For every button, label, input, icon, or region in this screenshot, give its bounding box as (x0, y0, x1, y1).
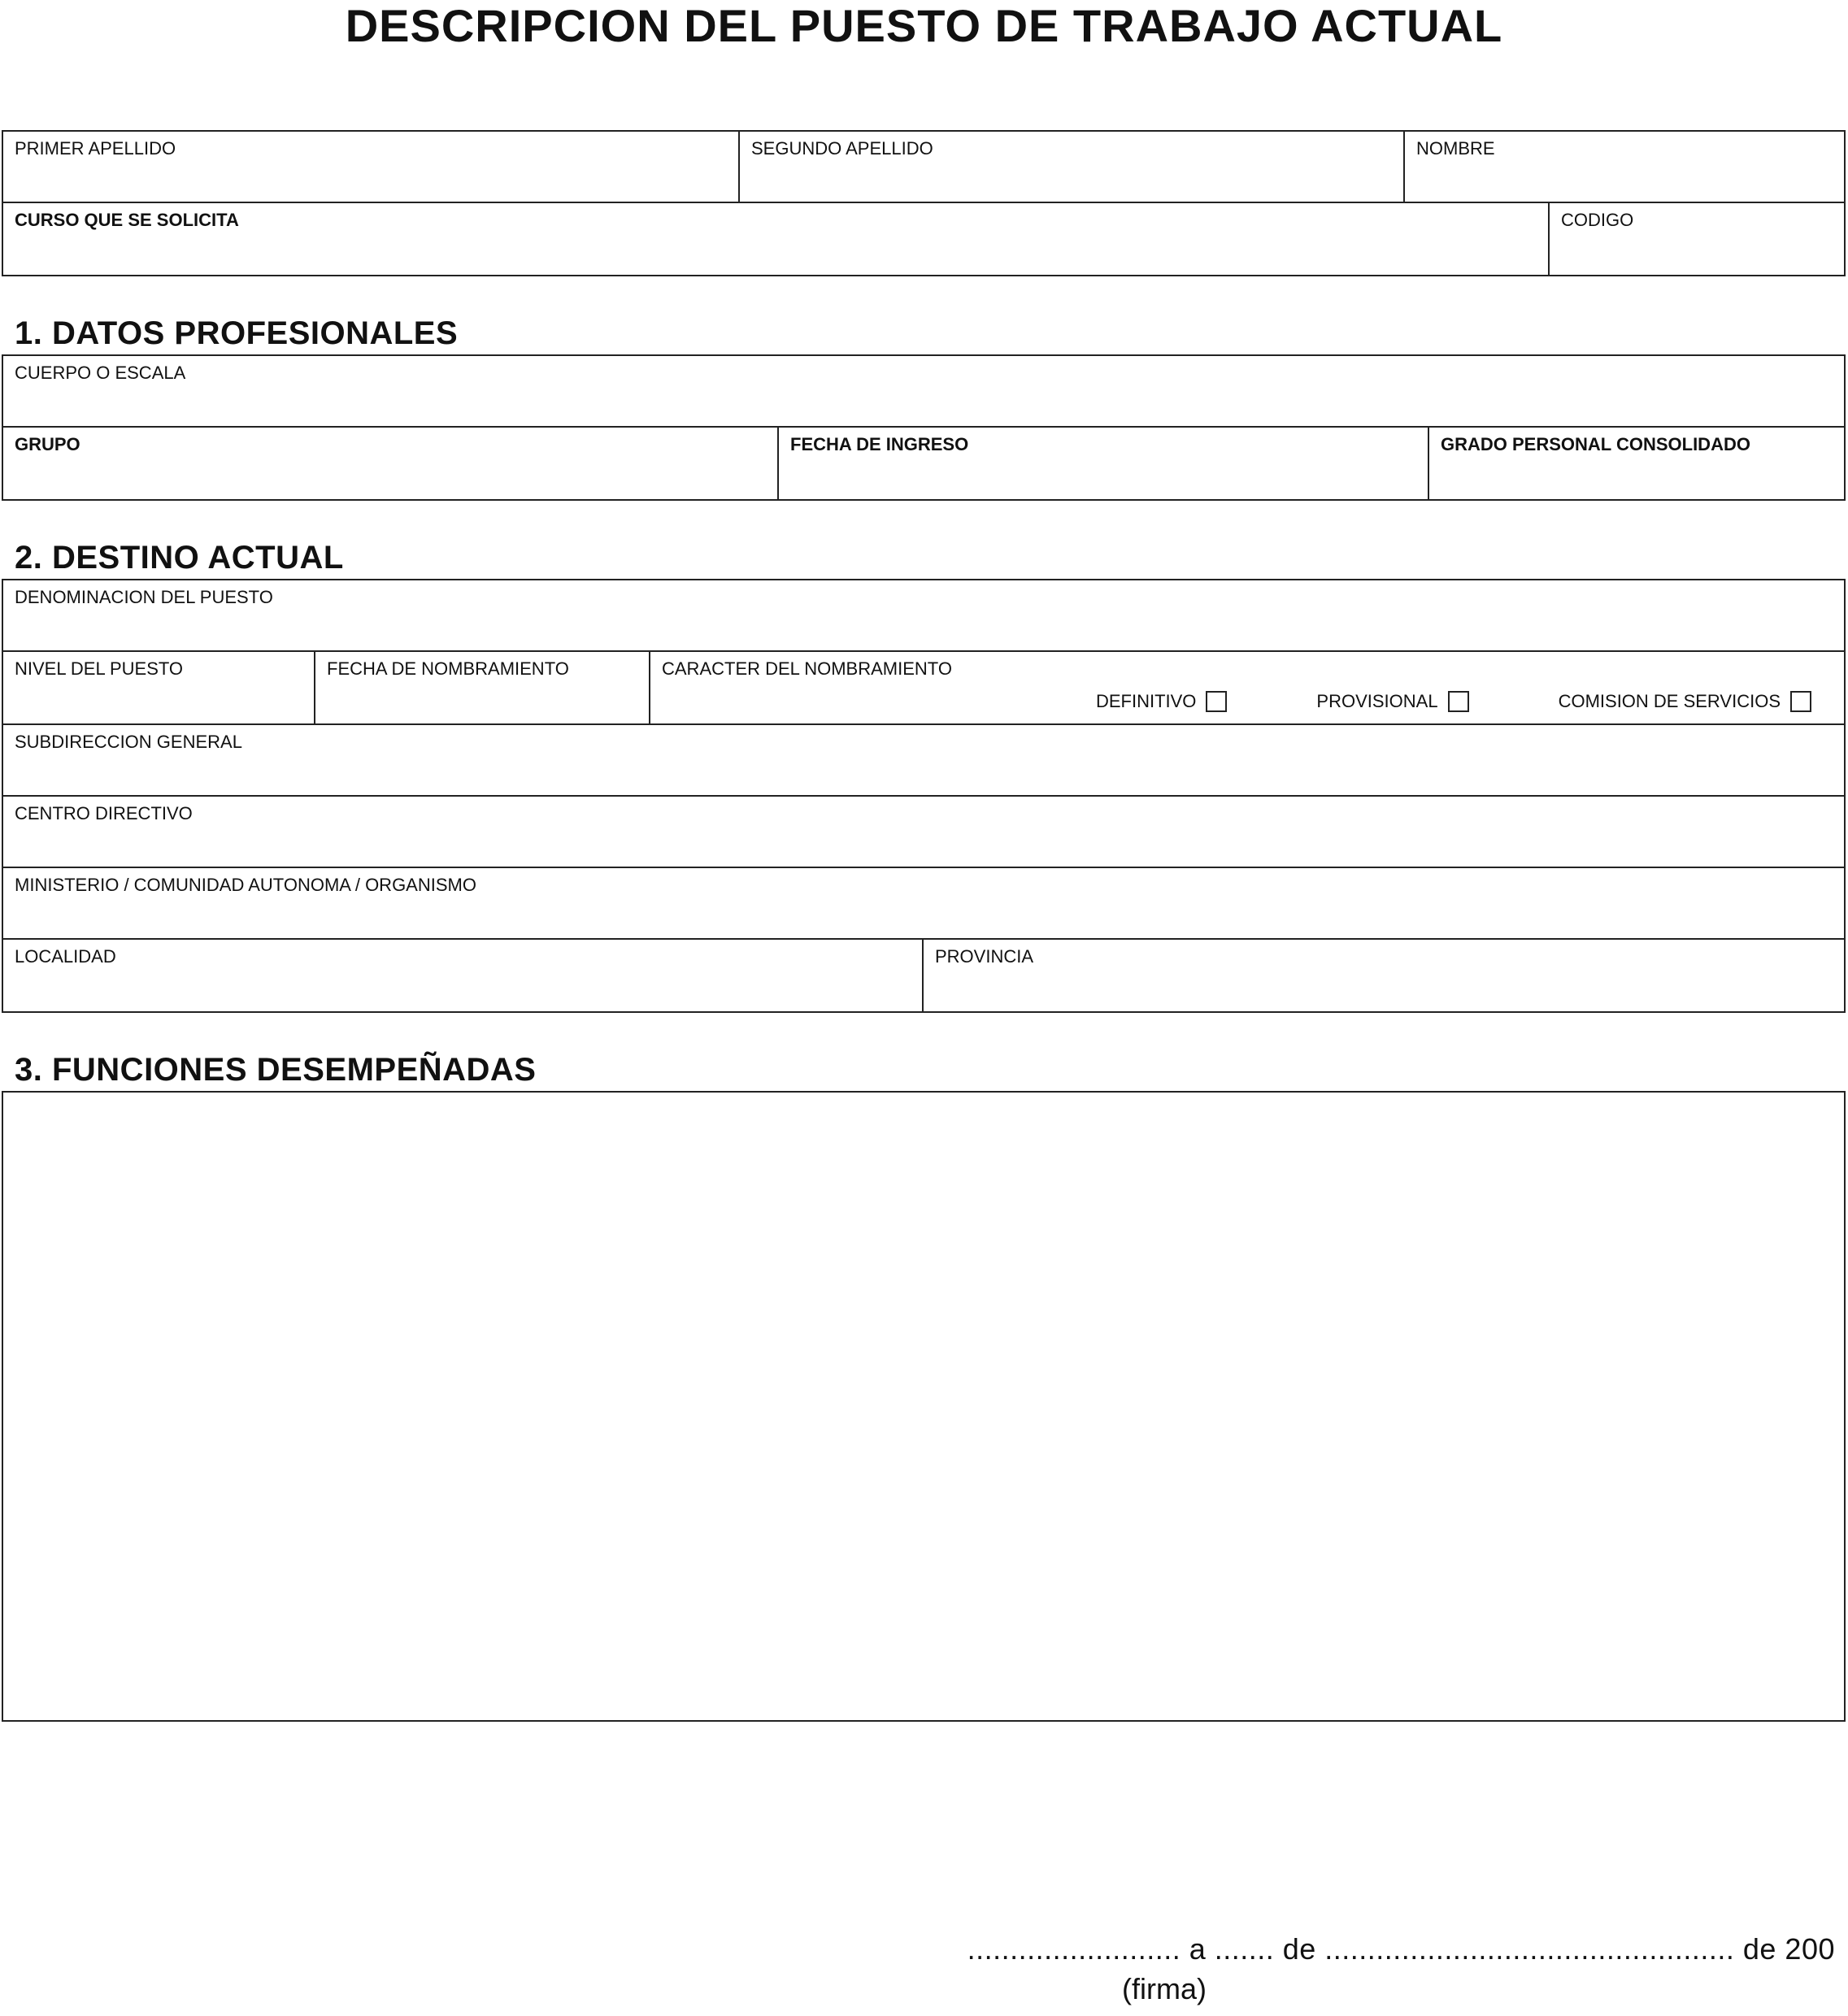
funciones-textarea[interactable] (3, 1093, 1844, 1720)
section3-heading: 3. FUNCIONES DESEMPEÑADAS (15, 1052, 537, 1088)
provisional-checkbox[interactable] (1448, 691, 1469, 712)
ministerio-cell (3, 868, 1844, 938)
ministerio-label: MINISTERIO / COMUNIDAD AUTONOMA / ORGANISMO (15, 875, 476, 895)
nivel-input[interactable] (15, 688, 302, 717)
centro-input[interactable] (15, 831, 1833, 860)
denominacion-row (2, 579, 1846, 652)
denominacion-label: DENOMINACION DEL PUESTO (15, 587, 273, 607)
name-row (2, 130, 1846, 203)
primer-apellido-cell (3, 132, 740, 202)
signature-date-line: ......................... a ....... de ................................................ de 200 (967, 1932, 1835, 1966)
segundo-apellido-input[interactable] (751, 166, 1392, 195)
denominacion-cell (3, 580, 1844, 650)
cuerpo-cell (3, 356, 1844, 426)
signature-label: (firma) (1122, 1972, 1207, 2005)
grupo-cell (3, 428, 779, 499)
option-comision (1559, 691, 1811, 712)
localidad-cell (3, 940, 924, 1011)
primer-apellido-label: PRIMER APELLIDO (15, 138, 176, 159)
section1-heading: 1. DATOS PROFESIONALES (15, 315, 459, 351)
fecha-ingreso-input[interactable] (790, 463, 1416, 493)
curso-row (2, 203, 1846, 276)
option-definitivo (1096, 691, 1227, 712)
provisional-label: PROVISIONAL (1316, 691, 1438, 711)
subdireccion-label: SUBDIRECCION GENERAL (15, 732, 242, 752)
codigo-input[interactable] (1561, 239, 1833, 268)
provincia-cell (924, 940, 1844, 1011)
ministerio-input[interactable] (15, 902, 1833, 932)
primer-apellido-input[interactable] (15, 166, 727, 195)
grupo-input[interactable] (15, 463, 766, 493)
page-title: DESCRIPCION DEL PUESTO DE TRABAJO ACTUAL (345, 0, 1503, 51)
comision-label: COMISION DE SERVICIOS (1558, 691, 1781, 711)
section2-heading: 2. DESTINO ACTUAL (15, 540, 344, 576)
fecha-nombramiento-input[interactable] (327, 688, 637, 717)
segundo-apellido-label: SEGUNDO APELLIDO (751, 138, 933, 159)
centro-row (2, 797, 1846, 868)
funciones-box (2, 1091, 1846, 1722)
caracter-options (1096, 691, 1811, 712)
localidad-row (2, 940, 1846, 1013)
fecha-nombramiento-cell (315, 652, 650, 723)
subdireccion-input[interactable] (15, 759, 1833, 789)
fecha-ingreso-cell (779, 428, 1429, 499)
provincia-label: PROVINCIA (935, 946, 1034, 967)
caracter-label: CARACTER DEL NOMBRAMIENTO (662, 658, 952, 679)
provincia-input[interactable] (935, 975, 1833, 1005)
nivel-row (2, 652, 1846, 725)
grado-label: GRADO PERSONAL CONSOLIDADO (1441, 434, 1750, 454)
nombre-input[interactable] (1416, 166, 1833, 195)
curso-label: CURSO QUE SE SOLICITA (15, 210, 239, 230)
cuerpo-row (2, 354, 1846, 428)
grupo-row (2, 428, 1846, 501)
denominacion-input[interactable] (15, 615, 1833, 644)
cuerpo-input[interactable] (15, 390, 1833, 419)
segundo-apellido-cell (740, 132, 1405, 202)
grupo-label: GRUPO (15, 434, 80, 454)
curso-input[interactable] (15, 239, 1537, 268)
nombre-label: NOMBRE (1416, 138, 1495, 159)
definitivo-label: DEFINITIVO (1095, 691, 1197, 711)
subdireccion-row (2, 725, 1846, 797)
grado-input[interactable] (1441, 463, 1833, 493)
curso-cell (3, 203, 1550, 275)
definitivo-checkbox[interactable] (1206, 691, 1227, 712)
option-provisional (1316, 691, 1468, 712)
cuerpo-label: CUERPO O ESCALA (15, 363, 186, 383)
localidad-label: LOCALIDAD (15, 946, 116, 967)
localidad-input[interactable] (15, 975, 911, 1005)
grado-cell (1429, 428, 1844, 499)
fecha-ingreso-label: FECHA DE INGRESO (790, 434, 969, 454)
nivel-cell (3, 652, 315, 723)
ministerio-row (2, 868, 1846, 940)
subdireccion-cell (3, 725, 1844, 795)
caracter-cell (650, 652, 1844, 723)
fecha-nombramiento-label: FECHA DE NOMBRAMIENTO (327, 658, 569, 679)
codigo-label: CODIGO (1561, 210, 1634, 230)
nombre-cell (1405, 132, 1844, 202)
codigo-cell (1550, 203, 1844, 275)
comision-checkbox[interactable] (1790, 691, 1811, 712)
centro-cell (3, 797, 1844, 867)
nivel-label: NIVEL DEL PUESTO (15, 658, 184, 679)
centro-label: CENTRO DIRECTIVO (15, 803, 193, 823)
